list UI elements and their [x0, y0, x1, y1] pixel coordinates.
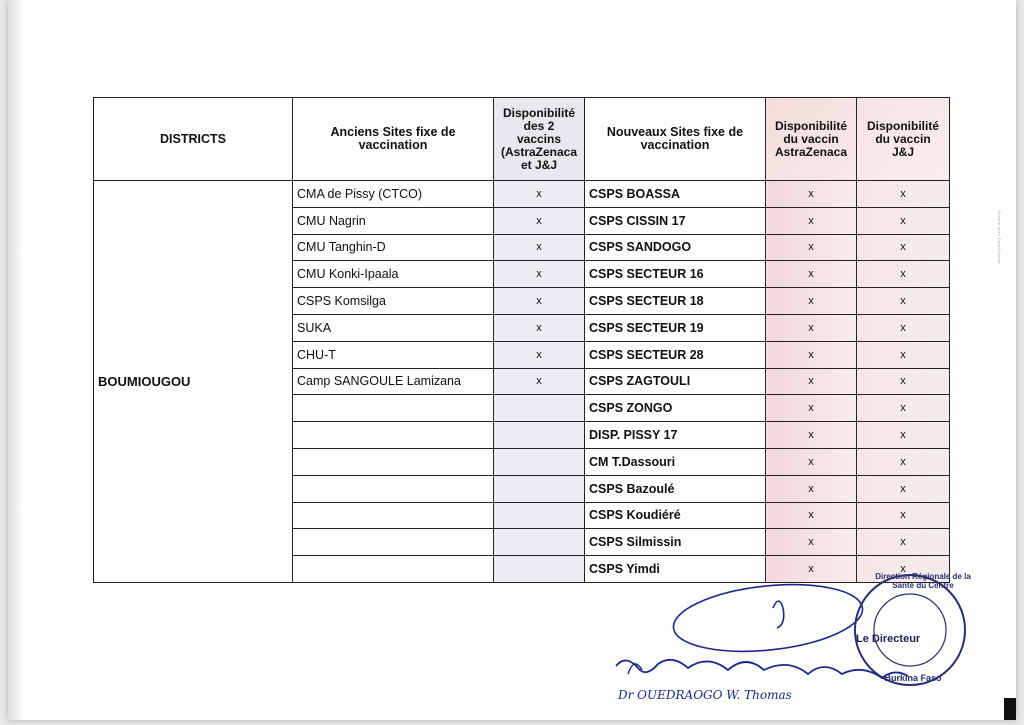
nouveau-site-cell: DISP. PISSY 17: [585, 422, 766, 449]
table-row: [94, 181, 950, 208]
dispo-2-vaccins-cell: [494, 395, 585, 422]
dispo-jj-cell: x: [857, 207, 950, 234]
header-nouveaux-sites: Nouveaux Sites fixe de vaccination: [585, 98, 766, 181]
dispo-2-vaccins-cell: [494, 422, 585, 449]
nouveau-site-cell: CSPS SANDOGO: [585, 234, 766, 261]
ancien-site-cell: [293, 529, 494, 556]
stamp-title: Le Directeur: [856, 633, 921, 645]
dispo-jj-cell: x: [857, 475, 950, 502]
dispo-2-vaccins-cell: x: [494, 314, 585, 341]
ancien-site-cell: [293, 556, 494, 583]
signature-stamp-area: [598, 570, 1008, 720]
nouveau-site-cell: CSPS SECTEUR 28: [585, 341, 766, 368]
dispo-jj-cell: x: [857, 502, 950, 529]
header-az-line: Disponibilité: [775, 118, 847, 133]
dispo-astrazenaca-cell: x: [766, 475, 857, 502]
dispo-jj-cell: x: [857, 529, 950, 556]
header-az-line: AstraZenaca: [774, 144, 848, 159]
header-dispo2-line: Disponibilité: [503, 105, 575, 120]
corner-mark: [1004, 698, 1016, 720]
dispo-jj-cell: x: [857, 556, 950, 583]
dispo-astrazenaca-cell: x: [766, 448, 857, 475]
ancien-site-cell: [293, 502, 494, 529]
dispo-jj-cell: x: [857, 288, 950, 315]
dispo-jj-cell: x: [857, 181, 950, 208]
nouveau-site-cell: CSPS CISSIN 17: [585, 207, 766, 234]
header-dispo2-line: (AstraZenaca: [500, 144, 578, 159]
dispo-astrazenaca-cell: x: [766, 529, 857, 556]
header-az-line: du vaccin: [783, 131, 839, 146]
header-jj-line: J&J: [891, 144, 914, 159]
header-jj-line: du vaccin: [875, 131, 931, 146]
scanner-watermark: Scanné avec CamScanner: [997, 210, 1002, 265]
table-body: [94, 181, 950, 583]
dispo-2-vaccins-cell: x: [494, 261, 585, 288]
nouveau-site-cell: CSPS ZAGTOULI: [585, 368, 766, 395]
dispo-jj-cell: x: [857, 341, 950, 368]
dispo-2-vaccins-cell: x: [494, 181, 585, 208]
scanned-page: [8, 0, 1016, 720]
header-jj-line: Disponibilité: [867, 118, 939, 133]
nouveau-site-cell: CSPS Bazoulé: [585, 475, 766, 502]
dispo-astrazenaca-cell: x: [766, 314, 857, 341]
dispo-jj-cell: x: [857, 314, 950, 341]
ancien-site-cell: [293, 422, 494, 449]
header-districts: DISTRICTS: [94, 98, 293, 181]
dispo-jj-cell: x: [857, 422, 950, 449]
ancien-site-cell: Camp SANGOULE Lamizana: [293, 368, 494, 395]
dispo-jj-cell: x: [857, 234, 950, 261]
dispo-2-vaccins-cell: [494, 556, 585, 583]
nouveau-site-cell: CM T.Dassouri: [585, 448, 766, 475]
dispo-astrazenaca-cell: x: [766, 341, 857, 368]
handwritten-signature-name: Dr OUEDRAOGO W. Thomas: [618, 688, 792, 702]
dispo-astrazenaca-cell: x: [766, 234, 857, 261]
nouveau-site-cell: CSPS Silmissin: [585, 529, 766, 556]
ancien-site-cell: [293, 395, 494, 422]
dispo-astrazenaca-cell: x: [766, 502, 857, 529]
nouveau-site-cell: CSPS SECTEUR 16: [585, 261, 766, 288]
dispo-2-vaccins-cell: x: [494, 288, 585, 315]
dispo-astrazenaca-cell: x: [766, 288, 857, 315]
dispo-2-vaccins-cell: [494, 448, 585, 475]
dispo-astrazenaca-cell: x: [766, 181, 857, 208]
vaccination-sites-table: [93, 97, 950, 583]
header-dispo-astrazenaca: [766, 98, 857, 181]
dispo-astrazenaca-cell: x: [766, 422, 857, 449]
nouveau-site-cell: CSPS SECTEUR 19: [585, 314, 766, 341]
header-dispo2-line: et J&J: [520, 157, 558, 172]
dispo-astrazenaca-cell: x: [766, 207, 857, 234]
dispo-2-vaccins-cell: [494, 529, 585, 556]
dispo-2-vaccins-cell: x: [494, 341, 585, 368]
ancien-site-cell: CMU Tanghin-D: [293, 234, 494, 261]
header-dispo-2-vaccins: [494, 98, 585, 181]
header-anciens-sites: Anciens Sites fixe de vaccination: [293, 98, 494, 181]
dispo-astrazenaca-cell: x: [766, 556, 857, 583]
nouveau-site-cell: CSPS ZONGO: [585, 395, 766, 422]
header-dispo-jj: [857, 98, 950, 181]
header-dispo2-line: des 2: [523, 118, 555, 133]
dispo-jj-cell: x: [857, 368, 950, 395]
ancien-site-cell: CMA de Pissy (CTCO): [293, 181, 494, 208]
ancien-site-cell: CMU Konki-Ipaala: [293, 261, 494, 288]
stamp-ring-top: Direction Régionale de la Santé du Centre: [875, 572, 971, 590]
dispo-2-vaccins-cell: [494, 502, 585, 529]
dispo-astrazenaca-cell: x: [766, 395, 857, 422]
dispo-2-vaccins-cell: x: [494, 207, 585, 234]
nouveau-site-cell: CSPS Yimdi: [585, 556, 766, 583]
ancien-site-cell: CHU-T: [293, 341, 494, 368]
dispo-astrazenaca-cell: x: [766, 368, 857, 395]
ancien-site-cell: CSPS Komsilga: [293, 288, 494, 315]
dispo-2-vaccins-cell: x: [494, 368, 585, 395]
nouveau-site-cell: CSPS BOASSA: [585, 181, 766, 208]
nouveau-site-cell: CSPS Koudiéré: [585, 502, 766, 529]
ancien-site-cell: [293, 448, 494, 475]
header-row: [94, 98, 950, 181]
dispo-2-vaccins-cell: [494, 475, 585, 502]
dispo-2-vaccins-cell: x: [494, 234, 585, 261]
district-cell: BOUMIOUGOU: [94, 181, 293, 583]
dispo-jj-cell: x: [857, 395, 950, 422]
ancien-site-cell: CMU Nagrin: [293, 207, 494, 234]
stamp-ring-bottom: Burkina Faso: [884, 673, 942, 683]
header-dispo2-line: vaccins: [516, 131, 562, 146]
dispo-jj-cell: x: [857, 261, 950, 288]
dispo-jj-cell: x: [857, 448, 950, 475]
ancien-site-cell: SUKA: [293, 314, 494, 341]
ancien-site-cell: [293, 475, 494, 502]
nouveau-site-cell: CSPS SECTEUR 18: [585, 288, 766, 315]
dispo-astrazenaca-cell: x: [766, 261, 857, 288]
